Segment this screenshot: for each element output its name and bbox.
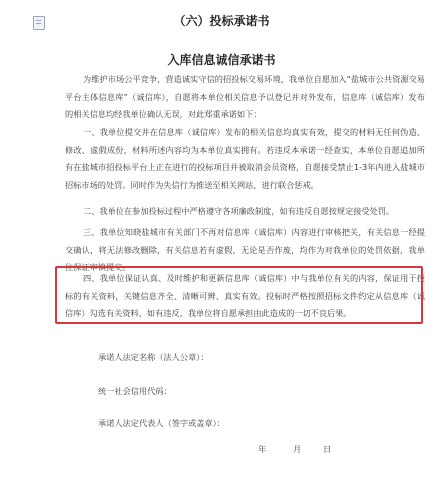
date-month: 月 [293, 444, 302, 454]
commitment-paragraph-4: 四、我单位保证认真、及时维护和更新信息库（诚信库）中与我单位有关的内容，保证用于投标的有关资料，关键信息齐全、清晰可辨、真实有效。投标时严格按照招标文件约定从信息库（诚信库）勾选有关资料，如有违反，我单位将自愿承担由此造成的一切不良后果。 [65, 273, 425, 319]
date-year: 年 [258, 444, 267, 454]
section-heading: （六）投标承诺书 [173, 14, 270, 28]
commitment-paragraph-1: 一、我单位提交并在信息库（诚信库）发布的相关信息均真实有效，提交的材料无任何伪造、修改、虚假成份，材料所述内容均为本单位真实拥有。若违反本承诺一经查实，本单位自愿追加所有在盐城市招投标平台上正在进行的投标项目并被取消会员资格，自愿接受禁止1-3年内进入盐城市招标市场的处罚。同时作为失信行为推送至相关网站，进行联合惩戒。 [65, 127, 425, 191]
commitment-paragraph-2: 二、我单位在参加投标过程中严格遵守各项廉政制度，如有违反自愿按规定接受处罚。 [83, 206, 395, 216]
signature-representative: 承诺人法定代表人（签字或盖章）： [98, 418, 225, 428]
date-day: 日 [323, 444, 332, 454]
highlight-box [55, 266, 423, 324]
signature-legal-name: 承诺人法定名称（法人公章）： [98, 352, 209, 362]
signature-credit-code: 统一社会信用代码： [98, 386, 172, 396]
document-title: 入库信息诚信承诺书 [167, 53, 276, 67]
intro-paragraph: 为维护市场公平竞争，营造诚实守信的招投标交易环境，我单位自愿加入“盐城市公共资源交易平台主体信息库”（诚信库），自愿将本单位相关信息予以登记并对外发布，信息库（诚信库）发布的相关信息均经我单位确认无误，对此郑重承诺如下： [65, 74, 425, 120]
commitment-paragraph-3: 三、我单位知晓盐城市有关部门不再对信息库（诚信库）内容进行审核把关，有关信息一经提交确认，将无法修改删除，有关信息若有虚假，无论是否作废，均作为对我单位的处罚依据，我单位保证审慎提交。 [65, 227, 425, 273]
